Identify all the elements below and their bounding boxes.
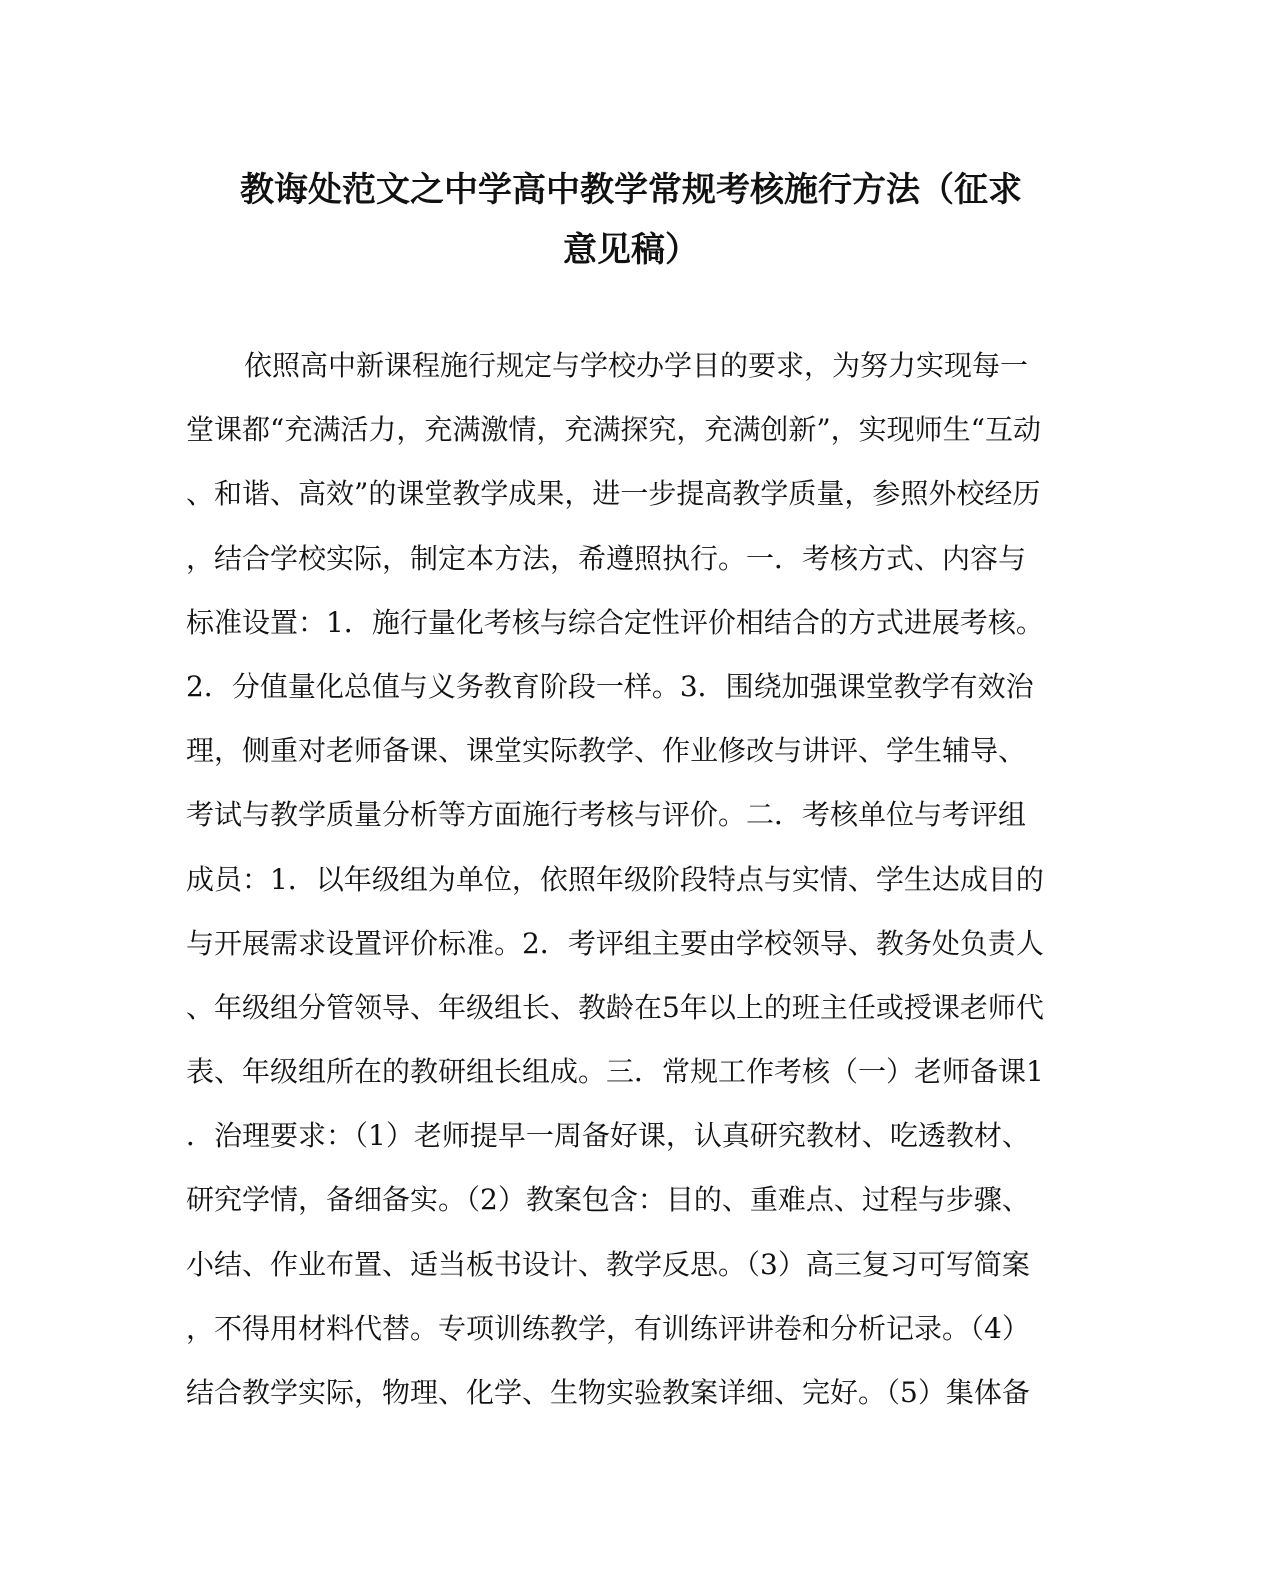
body-line: 结合教学实际，物理、化学、生物实验教案详细、完好。（5）集体备 [186, 1376, 1030, 1409]
body-line: 理，侧重对老师备课、课堂实际教学、作业修改与讲评、学生辅导、 [186, 734, 1027, 768]
title-line: 教诲处范文之中学高中教学常规考核施行方法（征求 [240, 170, 1022, 210]
body-line: 2．分值量化总值与义务教育阶段一样。3．围绕加强课堂教学有效治 [186, 669, 1034, 703]
body-line: ，结合学校实际，制定本方法，希遵照执行。一．考核方式、内容与 [186, 541, 1027, 575]
body-line: 小结、作业布置、适当板书设计、教学反思。（3）高三复习可写简案 [186, 1247, 1030, 1281]
body-line: 考试与教学质量分析等方面施行考核与评价。二．考核单位与考评组 [186, 798, 1027, 832]
body-line: 研究学情，备细备实。（2）教案包含：目的、重难点、过程与步骤、 [186, 1183, 1030, 1217]
body-line: 、年级组分管领导、年级组长、教龄在5年以上的班主任或授课老师代 [186, 990, 1044, 1024]
body-line: ．治理要求：（1）老师提早一周备好课，认真研究教材、吃透教材、 [186, 1119, 1030, 1153]
body-line: 堂课都“充满活力，充满激情，充满探究，充满创新”，实现师生“互动 [186, 413, 1041, 447]
document-body [186, 334, 1076, 1425]
title-line: 意见稿） [563, 230, 699, 270]
body-line: ，不得用材料代替。专项训练教学，有训练评讲卷和分析记录。（4） [186, 1311, 1030, 1345]
body-line: 标准设置：1．施行量化考核与综合定性评价相结合的方式进展考核。 [186, 605, 1044, 639]
body-line: 表、年级组所在的教研组长组成。三．常规工作考核（一）老师备课1 [186, 1055, 1044, 1089]
body-line: 、和谐、高效”的课堂教学成果，进一步提高教学质量，参照外校经历 [186, 477, 1041, 511]
body-line: 成员：1．以年级组为单位，依照年级阶段特点与实情、学生达成目的 [186, 862, 1044, 896]
document-title [186, 160, 1076, 280]
body-line: 与开展需求设置评价标准。2．考评组主要由学校领导、教务处负责人 [186, 926, 1044, 960]
body-line: 依照高中新课程施行规定与学校办学目的要求，为努力实现每一 [244, 349, 1029, 382]
